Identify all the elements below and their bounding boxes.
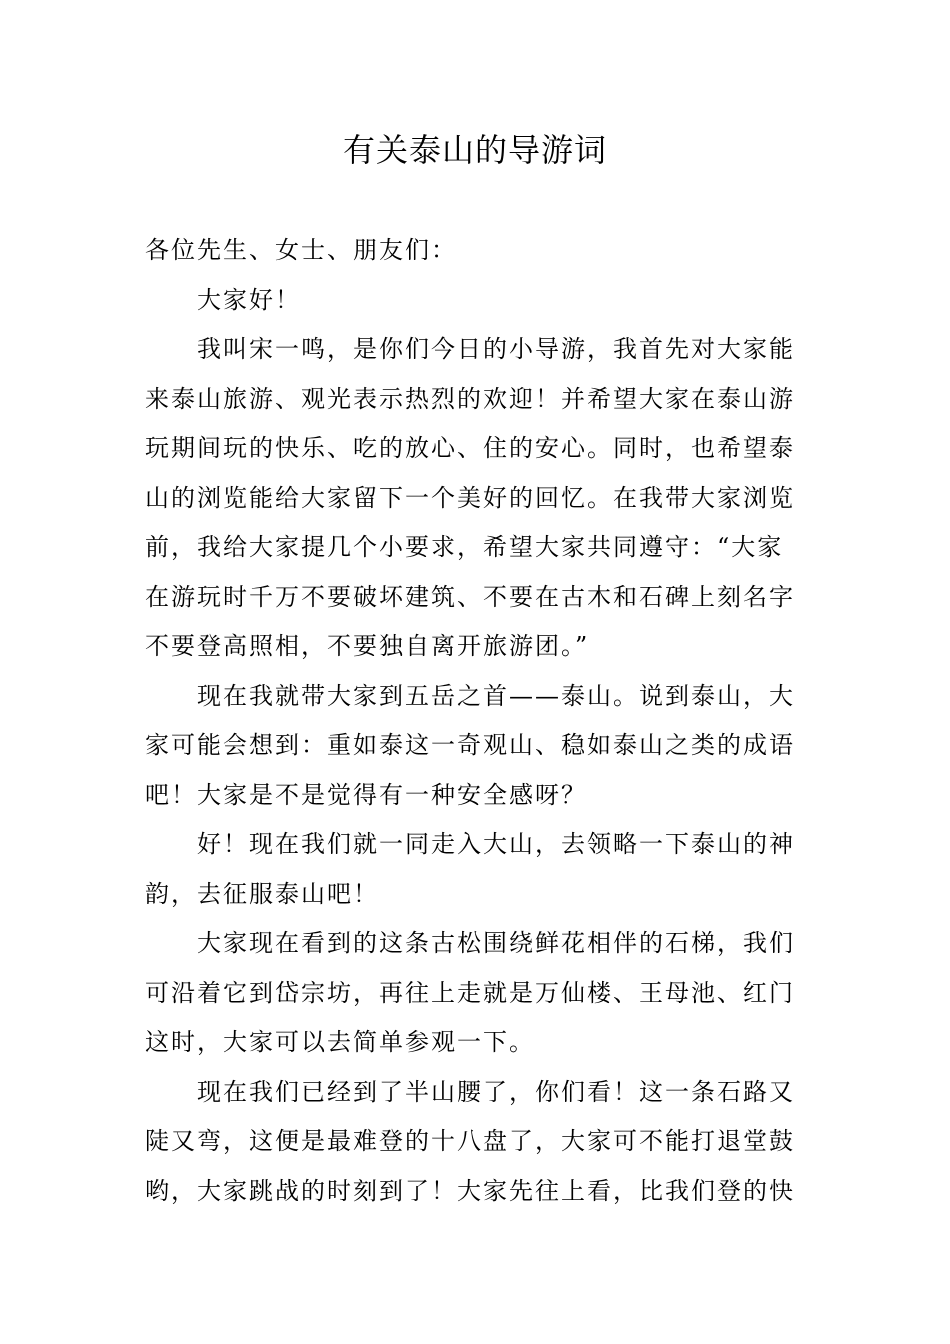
text-line: 吧！大家是不是觉得有一种安全感呀？ — [145, 780, 587, 809]
text-line: 前，我给大家提几个小要求，希望大家共同遵守：“大家 — [145, 533, 784, 561]
text-line: 家可能会想到：重如泰这一奇观山、稳如泰山之类的成语 — [145, 731, 795, 759]
text-line: 不要登高照相，不要独自离开旅游团。” — [145, 632, 590, 660]
text-line: 山的浏览能给大家留下一个美好的回忆。在我带大家浏览 — [145, 483, 795, 512]
document-body — [145, 226, 810, 1216]
text-line: 各位先生、女士、朋友们： — [145, 236, 457, 264]
text-line: 在游玩时千万不要破坏建筑、不要在古木和石碑上刻名字 — [145, 582, 795, 611]
text-line: 这时，大家可以去简单参观一下。 — [145, 1028, 535, 1056]
text-line: 可沿着它到岱宗坊，再往上走就是万仙楼、王母池、红门 — [145, 978, 795, 1007]
text-line: 现在我就带大家到五岳之首——泰山。说到泰山，大 — [197, 681, 795, 710]
text-line: 来泰山旅游、观光表示热烈的欢迎！并希望大家在泰山游 — [145, 384, 795, 413]
text-line: 大家现在看到的这条古松围绕鲜花相伴的石梯，我们 — [197, 929, 795, 957]
text-line: 好！现在我们就一同走入大山，去领略一下泰山的神 — [197, 830, 795, 858]
document-title: 有关泰山的导游词 — [342, 131, 607, 169]
text-line: 韵，去征服泰山吧！ — [145, 879, 379, 908]
text-line: 我叫宋一鸣，是你们今日的小导游，我首先对大家能 — [197, 335, 795, 363]
text-line: 陡又弯，这便是最难登的十八盘了，大家可不能打退堂鼓 — [145, 1127, 795, 1155]
text-line: 玩期间玩的快乐、吃的放心、住的安心。同时，也希望泰 — [145, 434, 795, 462]
text-line: 现在我们已经到了半山腰了，你们看！这一条石路又 — [197, 1077, 795, 1106]
text-line: 哟，大家跳战的时刻到了！大家先往上看，比我们登的快 — [145, 1176, 795, 1205]
text-line: 大家好！ — [197, 285, 301, 314]
